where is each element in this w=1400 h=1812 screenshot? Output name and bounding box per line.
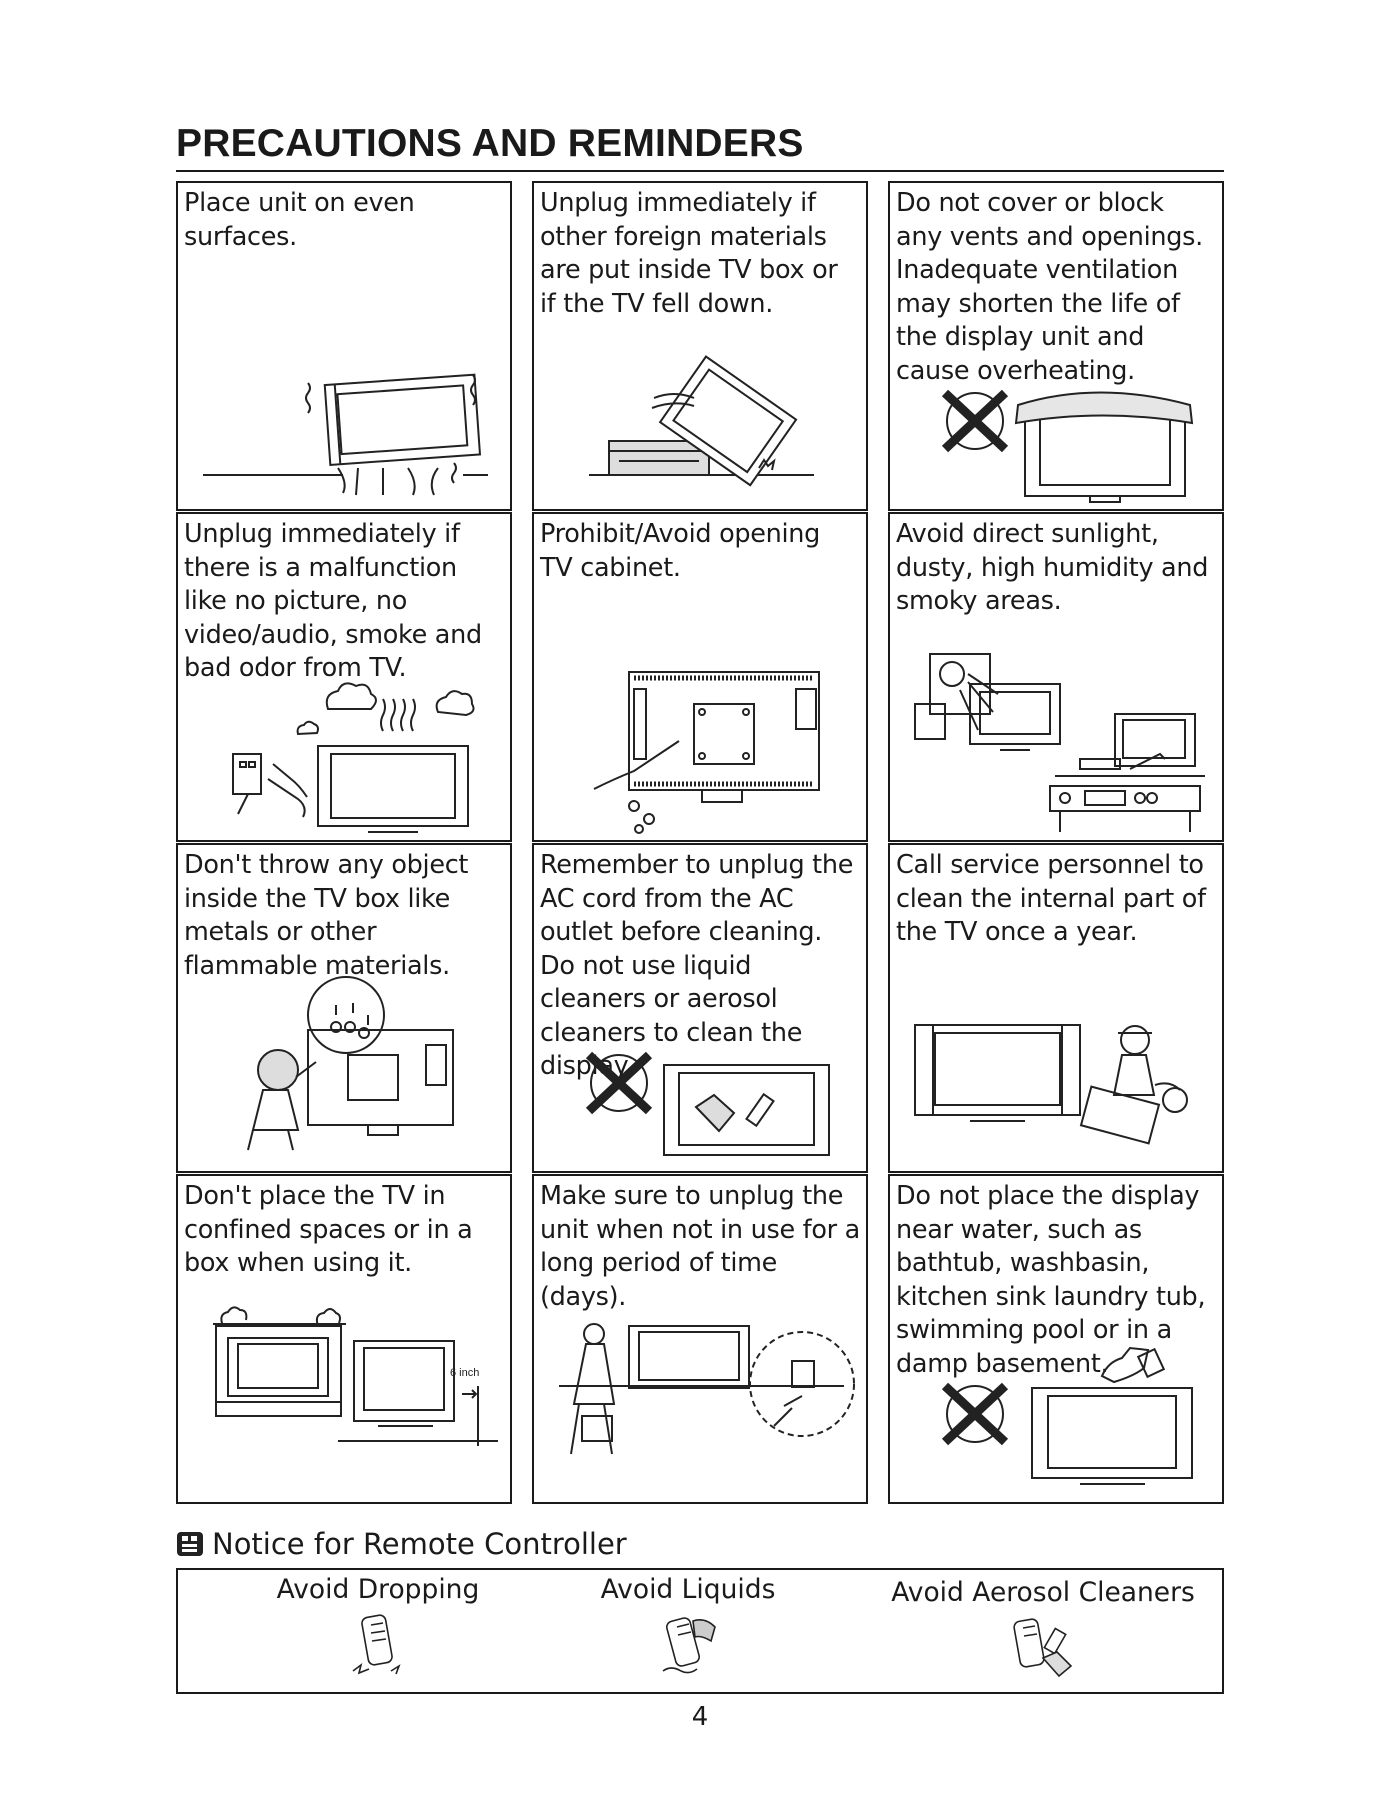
remote-liquid-icon: [653, 1611, 723, 1681]
precaution-text: Do not cover or block any vents and openings. Inadequate ventilation may shorten the life of the display unit and cause overheating.: [896, 188, 1203, 386]
precaution-cell: [176, 181, 512, 511]
tv-back-screwdriver-icon: [534, 514, 868, 842]
confined-space-icon: [178, 1176, 512, 1504]
covered-tv-icon: [890, 183, 1224, 511]
remote-tip: [888, 1577, 1198, 1680]
remote-dropping-icon: [343, 1611, 413, 1681]
fallen-tv-icon: [534, 183, 868, 511]
tilted-tv-icon: [178, 183, 512, 511]
title-underline: [176, 170, 1224, 172]
precaution-cell: [532, 1174, 868, 1504]
remote-tip-label: Avoid Aerosol Cleaners: [891, 1577, 1195, 1608]
precaution-cell: [176, 512, 512, 842]
precaution-cell: [532, 181, 868, 511]
precaution-text: Don't throw any object inside the TV box like metals or other flammable materials.: [184, 850, 469, 981]
precaution-text: Call service personnel to clean the internal part of the TV once a year.: [896, 850, 1206, 947]
remote-controller-icon: [176, 1530, 204, 1564]
precaution-cell: [888, 512, 1224, 842]
precaution-cell: [176, 1174, 512, 1504]
service-technician-icon: [890, 845, 1224, 1173]
remote-tip: [248, 1574, 508, 1681]
remote-tip-label: Avoid Liquids: [600, 1574, 776, 1605]
precaution-text: Avoid direct sunlight, dusty, high humidity and smoky areas.: [896, 519, 1209, 616]
page-number: 4: [691, 1702, 709, 1732]
page-title: PRECAUTIONS AND REMINDERS: [176, 122, 804, 165]
remote-tip: [563, 1574, 813, 1681]
precaution-cell: [888, 1174, 1224, 1504]
precaution-text: Make sure to unplug the unit when not in use for a long period of time (days).: [540, 1181, 860, 1312]
precaution-cell: [888, 843, 1224, 1173]
sunlight-kitchen-icon: [890, 514, 1224, 842]
child-throwing-icon: [178, 845, 512, 1173]
precautions-grid: [176, 181, 1225, 1504]
precaution-cell: [176, 843, 512, 1173]
precaution-cell: [532, 512, 868, 842]
precaution-text: Do not place the display near water, such as bathtub, washbasin, kitchen sink laundry tub, swimming pool or in a damp basement.: [896, 1181, 1206, 1379]
precaution-text: Don't place the TV in confined spaces or in a box when using it.: [184, 1181, 473, 1278]
water-near-tv-icon: [890, 1176, 1224, 1504]
precaution-cell: [532, 843, 868, 1173]
remote-notice-title: Notice for Remote Controller: [212, 1527, 627, 1561]
precaution-cell: [888, 181, 1224, 511]
precaution-text: Unplug immediately if there is a malfunction like no picture, no video/audio, smoke and bad odor from TV.: [184, 519, 482, 683]
gap-label: 6 inch: [450, 1367, 480, 1379]
precaution-text: Remember to unplug the AC cord from the AC outlet before cleaning. Do not use liquid cleaners or aerosol cleaners to clean the display.: [540, 850, 854, 1081]
remote-notice-heading: [176, 1527, 627, 1564]
remote-aerosol-icon: [1003, 1614, 1083, 1680]
precaution-text: Unplug immediately if other foreign materials are put inside TV box or if the TV fell down.: [540, 188, 838, 319]
precaution-text: Prohibit/Avoid opening TV cabinet.: [540, 519, 821, 583]
smoking-tv-icon: [178, 514, 512, 842]
precaution-text: Place unit on even surfaces.: [184, 188, 415, 252]
traveler-unplug-icon: [534, 1176, 868, 1504]
remote-notice-box: [176, 1568, 1224, 1694]
remote-tip-label: Avoid Dropping: [276, 1574, 480, 1605]
cleaning-spray-icon: [534, 845, 868, 1173]
